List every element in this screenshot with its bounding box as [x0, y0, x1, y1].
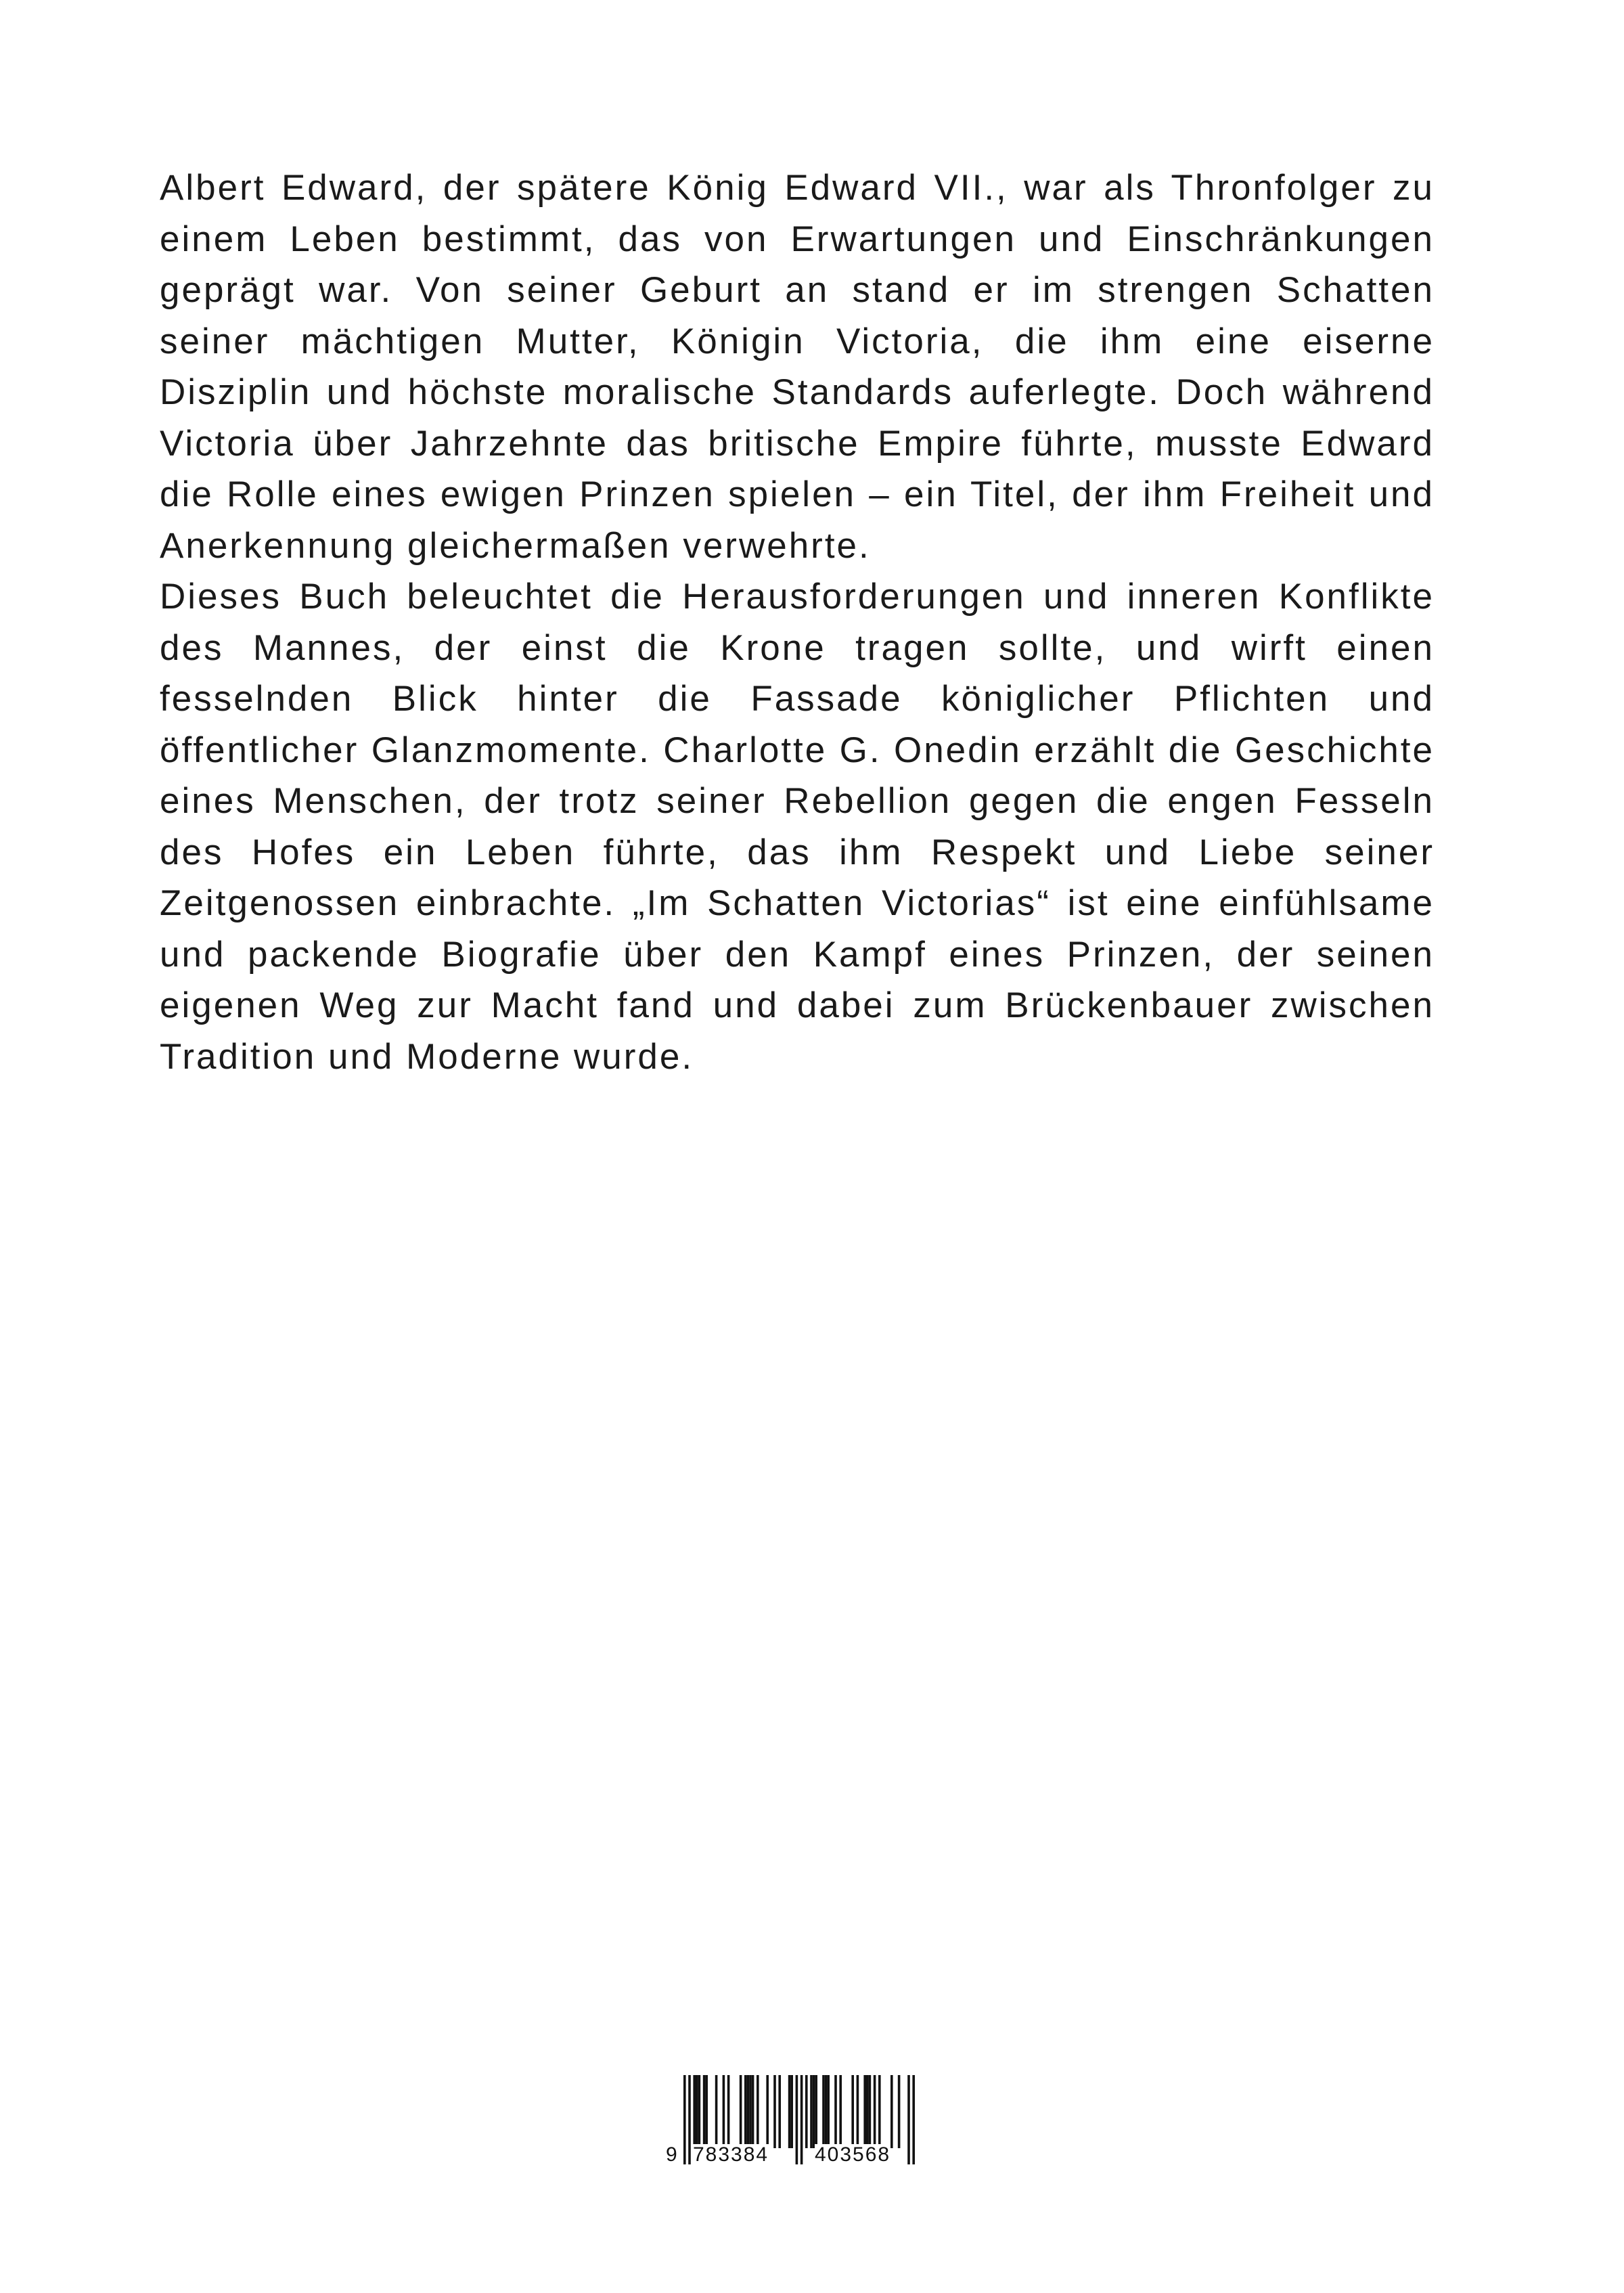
barcode-bar — [827, 2075, 830, 2148]
barcode-bar — [851, 2075, 854, 2148]
barcode-bar — [869, 2075, 872, 2148]
barcode-bar — [778, 2075, 781, 2148]
barcode-bar — [805, 2075, 808, 2148]
barcode-bar — [866, 2075, 869, 2148]
barcode-bar — [747, 2075, 750, 2148]
barcode-guard-bar — [688, 2075, 691, 2164]
barcode-bar — [727, 2075, 730, 2148]
barcode-bar — [696, 2075, 698, 2148]
barcode-bar — [773, 2075, 776, 2148]
barcode-bar — [752, 2075, 754, 2148]
barcode-bar — [740, 2075, 742, 2148]
barcode-bar — [822, 2075, 825, 2148]
barcode-bar — [788, 2075, 791, 2148]
barcode-bar — [863, 2075, 866, 2148]
barcode-left-digits: 783384 — [693, 2143, 769, 2166]
barcode-bar — [766, 2075, 769, 2148]
barcode-guard-bar — [907, 2075, 910, 2164]
barcode-bar — [757, 2075, 759, 2148]
barcode-bar — [715, 2075, 718, 2148]
barcode-bar — [749, 2075, 752, 2148]
barcode-bar — [693, 2075, 696, 2148]
barcode-bar — [874, 2075, 876, 2148]
barcode-bar — [898, 2075, 901, 2148]
isbn-barcode — [663, 2074, 961, 2168]
blurb-paragraph-1: Albert Edward, der spätere König Edward VII., war als Thronfolger zu einem Leben bestimmt, das von Erwartungen und Einschränkungen geprägt war. Von seiner Geburt an stand er im strengen Schatten seiner mächtigen Mutter, Königin Victoria, die ihm eine eiserne Disziplin und höchste moralische Standards auferlegte. Doch während Victoria über Jahrzehnte das britische Empire führte, musste Edward die Rolle eines ewigen Prinzen spielen – ein Titel, der ihm Freiheit und Anerkennung gleichermaßen verwehrte. — [160, 168, 1435, 566]
barcode-guard-bar — [683, 2075, 686, 2164]
barcode-bar — [790, 2075, 793, 2148]
barcode-bar — [698, 2075, 701, 2148]
barcode-bar — [890, 2075, 893, 2148]
barcode-bar — [815, 2075, 817, 2148]
barcode-guard-bar — [796, 2075, 798, 2164]
barcode-bar — [834, 2075, 837, 2148]
barcode-lead-digit: 9 — [666, 2143, 679, 2166]
barcode-guard-bar — [912, 2075, 915, 2164]
barcode-bar — [825, 2075, 828, 2148]
barcode-guard-bar — [800, 2075, 803, 2164]
barcode-bar — [813, 2075, 815, 2148]
barcode-bar — [878, 2075, 881, 2148]
barcode-bar — [705, 2075, 708, 2148]
barcode-right-digits: 403568 — [815, 2143, 891, 2166]
barcode-bar — [744, 2075, 747, 2148]
barcode-bar — [703, 2075, 706, 2148]
blurb-text — [160, 162, 1435, 1082]
blurb-paragraph-2: Dieses Buch beleuchtet die Herausforderungen und inneren Konflikte des Mannes, der einst die Krone tragen sollte, und wirft einen fesselnden Blick hinter die Fassade königlicher Pflichten und öffentlicher Glanzmomente. Charlotte G. Onedin erzählt die Geschichte eines Menschen, der trotz seiner Rebellion gegen die engen Fesseln des Hofes ein Leben führte, das ihm Respekt und Liebe seiner Zeitgenossen einbrachte. „Im Schatten Victorias“ ist eine einfühlsame und packende Biografie über den Kampf eines Prinzen, der seinen eigenen Weg zur Macht fand und dabei zum Brückenbauer zwischen Tradition und Moderne wurde. — [160, 577, 1435, 1077]
barcode-bar — [839, 2075, 842, 2148]
barcode-bar — [810, 2075, 813, 2148]
barcode-bar — [857, 2075, 859, 2148]
barcode-bar — [723, 2075, 725, 2148]
